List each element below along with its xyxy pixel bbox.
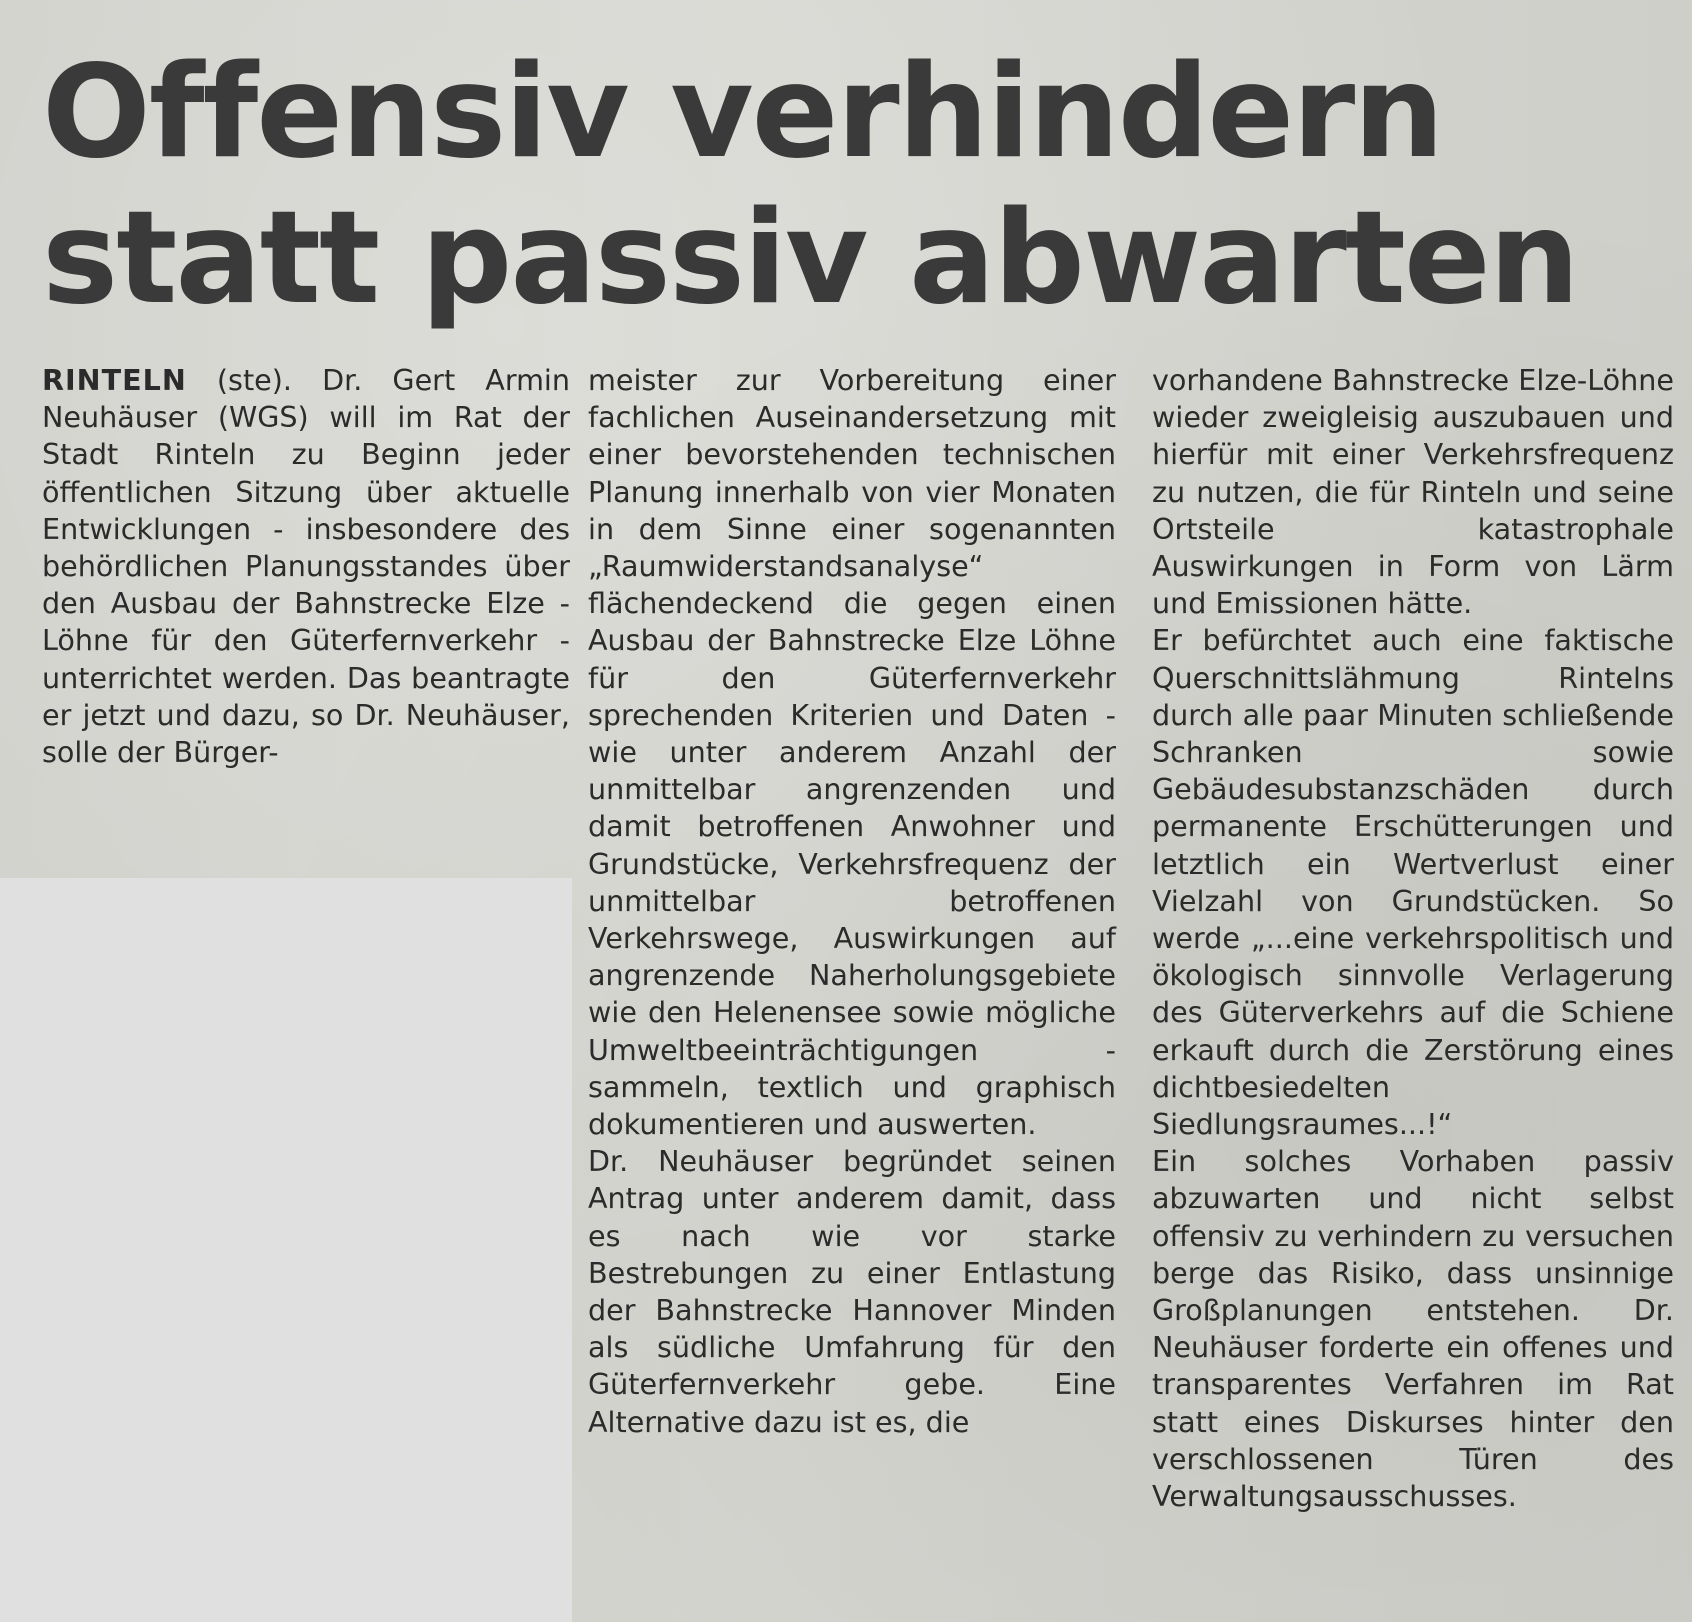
article-column-1 xyxy=(42,362,570,771)
lead-text: (ste). Dr. Gert Armin Neuhäuser (WGS) will im Rat der Stadt Rinteln zu Beginn jeder öffentlichen Sitzung über aktuelle Entwicklungen - insbesondere des behördlichen Planungsstandes über den Ausbau der Bahnstrecke Elze - Löhne für den Güterfernverkehr - unterrichtet werden. Das beantragte er jetzt und dazu, so Dr. Neuhäuser, solle der Bürger- xyxy=(42,363,570,770)
lead-paragraph xyxy=(42,362,570,771)
paragraph: meister zur Vorbereitung einer fachlichen Auseinandersetzung mit einer bevorstehenden technischen Planung innerhalb von vier Monaten in dem Sinne einer sogenannten „Raumwiderstandsanalyse“ flächendeckend die gegen einen Ausbau der Bahnstrecke Elze Löhne für den Güterfernverkehr sprechenden Kriterien und Daten - wie unter anderem Anzahl der unmittelbar angrenzenden und damit betroffenen Anwohner und Grundstücke, Verkehrsfrequenz der unmittelbar betroffenen Verkehrswege, Auswirkungen auf angrenzende Naherholungsgebiete wie den Helenensee sowie mögliche Umweltbeeinträchtigungen - sammeln, textlich und graphisch dokumentieren und auswerten. xyxy=(588,363,1116,1142)
article-column-2 xyxy=(588,362,1116,1441)
headline-line-2: statt passiv abwarten xyxy=(42,184,1578,333)
headline-line-1: Offensiv verhindern xyxy=(42,38,1443,187)
dateline: RINTELN xyxy=(42,363,187,397)
paragraph: vorhandene Bahnstrecke Elze-Löhne wieder zweigleisig auszubauen und hierfür mit einer Verkehrsfrequenz zu nutzen, die für Rinteln und seine Ortsteile katastrophale Auswirkungen in Form von Lärm und Emissionen hätte. xyxy=(1152,363,1674,621)
paragraph: Ein solches Vorhaben passiv abzuwarten und nicht selbst offensiv zu verhindern zu versuchen berge das Risiko, dass unsinnige Großplanungen entstehen. Dr. Neuhäuser forderte ein offenes und transparentes Verfahren im Rat statt eines Diskurses hinter den verschlossenen Türen des Verwaltungsausschusses. xyxy=(1152,1144,1674,1514)
paragraph: Er befürchtet auch eine faktische Querschnittslähmung Rintelns durch alle paar Minuten schließende Schranken sowie Gebäudesubstanzschäden durch permanente Erschütterungen und letztlich ein Wertverlust einer Vielzahl von Grundstücken. So werde „...eine verkehrspolitisch und ökologisch sinnvolle Verlagerung des Güterverkehrs auf die Schiene erkauft durch die Zerstörung eines dichtbesiedelten Siedlungsraumes...!“ xyxy=(1152,623,1674,1142)
headline xyxy=(42,40,1662,332)
blank-image-placeholder xyxy=(0,878,572,1622)
paragraph: Dr. Neuhäuser begründet seinen Antrag unter anderem damit, dass es nach wie vor starke Bestrebungen zu einer Entlastung der Bahnstrecke Hannover Minden als südliche Umfahrung für den Güterfernverkehr gebe. Eine Alternative dazu ist es, die xyxy=(588,1144,1116,1439)
article-column-3 xyxy=(1152,362,1674,1515)
